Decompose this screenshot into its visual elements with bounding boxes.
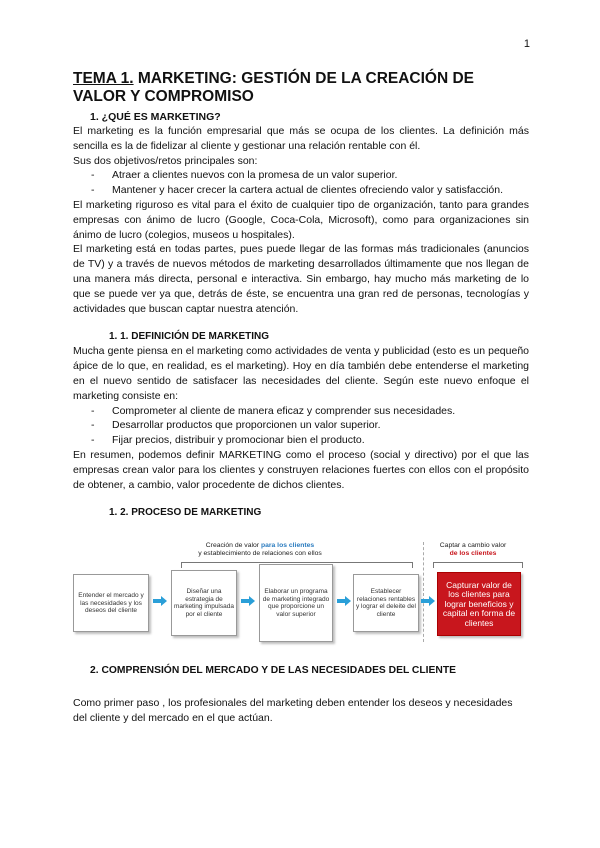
diagram-right-label-1: Captar a cambio valor	[439, 542, 507, 550]
process-step-1: Entender el mercado y las necesidades y los deseos del cliente	[73, 574, 149, 632]
list-item: - Fijar precios, distribuir y promocionar bien el producto.	[91, 433, 529, 448]
diagram-separator	[423, 542, 424, 642]
arrow-right-icon	[241, 596, 255, 606]
section-1-1-paragraph-2: En resumen, podemos definir MARKETING como el proceso (social y directivo) por el que las empresas crean valor para los clientes y construyen relaciones fuertes con ellos con el propósito de obtener, a cambio, valor procedente de dichos clientes.	[73, 448, 529, 491]
section-1-heading: 1. ¿QUÉ ES MARKETING?	[90, 111, 221, 123]
arrow-right-icon	[153, 596, 167, 606]
diagram-left-label-blue: para los clientes	[260, 542, 315, 550]
arrow-right-icon	[337, 596, 351, 606]
section-1-paragraph-1: El marketing es la función empresarial que más se ocupa de los clientes. La definición más sencilla es la de fidelizar al cliente y gestionar una relación rentable con él.	[73, 125, 529, 152]
section-1-1-paragraph-1: Mucha gente piensa en el marketing como actividades de venta y publicidad (esto es un pequeño ápice de lo que, en realidad, es el marketing). Hoy en día también debe entenderse el marketing en el nuevo sentido de satisfacer las necesidades del cliente. Según este nuevo enfoque el marketing consiste en:	[73, 345, 529, 402]
title-text: MARKETING: GESTIÓN DE LA CREACIÓN DE VALOR Y COMPROMISO	[73, 70, 475, 105]
section-2-paragraph-1: Como primer paso , los profesionales del marketing deben entender los deseos y necesidades del cliente y del mercado en el que actúan.	[73, 697, 513, 725]
list-item: - Comprometer al cliente de manera eficaz y comprender sus necesidades.	[91, 404, 529, 419]
list-item: - Mantener y hacer crecer la cartera actual de clientes ofreciendo valor y satisfacción.	[91, 183, 529, 198]
document-body	[73, 70, 529, 726]
diagram-right-bracket	[433, 562, 523, 569]
list-item: - Desarrollar productos que proporcionen un valor superior.	[91, 418, 529, 433]
arrow-right-icon	[421, 596, 435, 606]
process-step-3: Elaborar un programa de marketing integrado que proporcione un valor superior	[259, 564, 333, 642]
diagram-left-label-1: Creación de valor	[205, 542, 261, 550]
process-step-2: Diseñar una estrategia de marketing impulsada por el cliente	[171, 570, 237, 636]
section-1-paragraph-3: El marketing riguroso es vital para el éxito de cualquier tipo de organización, tanto para grandes empresas con ánimo de lucro (Google, Coca-Cola, Microsoft), como para organizaciones sin ánimo de lucro (colegios, museos u hospitales).	[73, 198, 529, 241]
diagram-left-label-2: y establecimiento de relaciones con ellos	[198, 550, 322, 558]
title-prefix: TEMA 1.	[73, 70, 134, 87]
section-2-heading: 2. COMPRENSIÓN DEL MERCADO Y DE LAS NECESIDADES DEL CLIENTE	[90, 665, 456, 677]
process-step-4: Establecer relaciones rentables y lograr el deleite del cliente	[353, 574, 419, 632]
diagram-right-label	[425, 542, 521, 558]
section-1-paragraph-2: Sus dos objetivos/retos principales son:	[73, 154, 258, 167]
section-1-1-heading: 1. 1. DEFINICIÓN DE MARKETING	[109, 331, 270, 343]
page-title	[73, 70, 529, 106]
process-step-5: Capturar valor de los clientes para lograr beneficios y capital en forma de clientes	[437, 572, 521, 636]
page-number: 1	[523, 38, 530, 50]
diagram-right-label-red: de los clientes	[449, 550, 497, 558]
marketing-process-diagram	[73, 540, 529, 650]
list-item: - Atraer a clientes nuevos con la promesa de un valor superior.	[91, 168, 529, 183]
section-1-2-heading: 1. 2. PROCESO DE MARKETING	[109, 507, 262, 519]
diagram-left-label	[165, 542, 355, 558]
section-1-1-list	[73, 404, 529, 448]
section-1-paragraph-4: El marketing está en todas partes, pues puede llegar de las formas más tradicionales (anuncios de TV) y a través de nuevos métodos de marketing desarrollados últimamente que nos llegan de una manera más directa, personal e interactiva. Sin embargo, hay mucho más marketing de lo que se puede ver ya que, detrás de éste, se encuentra una gran red de personas, tecnologías y actividades que buscan captar nuestra atención.	[73, 243, 529, 315]
section-1-list	[73, 168, 529, 198]
